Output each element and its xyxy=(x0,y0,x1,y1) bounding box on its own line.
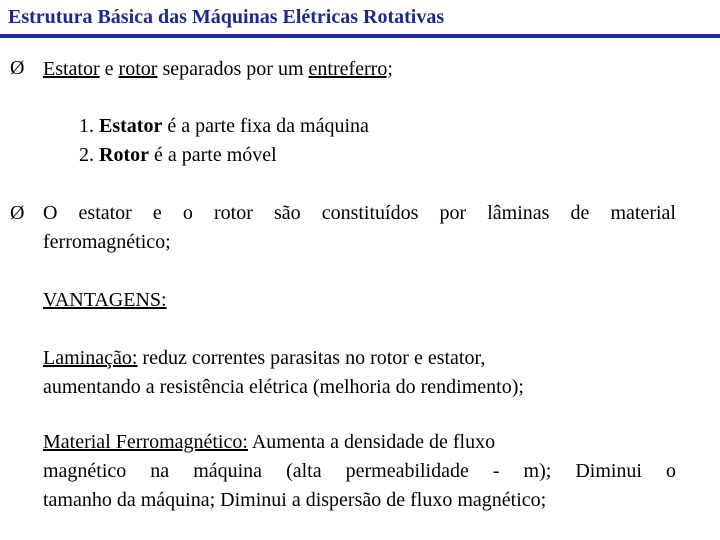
material-paragraph xyxy=(43,428,676,515)
laminacao-text: reduz correntes parasitas no rotor e estator, xyxy=(137,347,486,369)
laminacao-line2: aumentando a resistência elétrica (melhoria do rendimento); xyxy=(43,376,524,398)
item-text: é a parte móvel xyxy=(148,144,277,166)
arrow-bullet-icon: Ø xyxy=(10,57,25,79)
material-line2: magnético na máquina (alta permeabilidade - m); Diminui o xyxy=(43,460,676,482)
bullet-estator-rotor xyxy=(43,55,393,84)
item-number: 2. xyxy=(79,144,99,166)
text-separados: separados por um xyxy=(157,58,309,80)
vantagens-heading: VANTAGENS: xyxy=(43,289,167,311)
term-entreferro: entreferro; xyxy=(308,58,393,80)
numbered-item-1 xyxy=(79,112,369,141)
item-term: Estator xyxy=(99,115,163,137)
term-rotor: rotor xyxy=(118,58,158,80)
item-term: Rotor xyxy=(99,144,149,166)
material-text: Aumenta a densidade de fluxo xyxy=(247,431,496,453)
text-e: e xyxy=(99,58,119,80)
item-text: é a parte fixa da máquina xyxy=(162,115,369,137)
title-underline-rule xyxy=(0,34,720,38)
material-line3: tamanho da máquina; Diminui a dispersão de fluxo magnético; xyxy=(43,489,547,511)
bullet-laminas-line1: O estator e o rotor são constituídos por lâminas de material xyxy=(43,202,676,224)
item-number: 1. xyxy=(79,115,99,137)
arrow-bullet-icon: Ø xyxy=(10,202,25,224)
material-line1 xyxy=(43,428,676,457)
laminacao-label: Laminação: xyxy=(43,347,138,369)
laminacao-line1 xyxy=(43,344,485,373)
numbered-item-2 xyxy=(79,141,277,170)
material-label: Material Ferromagnético: xyxy=(43,431,248,453)
slide-title: Estrutura Básica das Máquinas Elétricas Rotativas xyxy=(8,6,445,28)
bullet-laminas xyxy=(43,199,676,257)
term-estator: Estator xyxy=(43,58,100,80)
bullet-laminas-line2: ferromagnético; xyxy=(43,231,171,253)
